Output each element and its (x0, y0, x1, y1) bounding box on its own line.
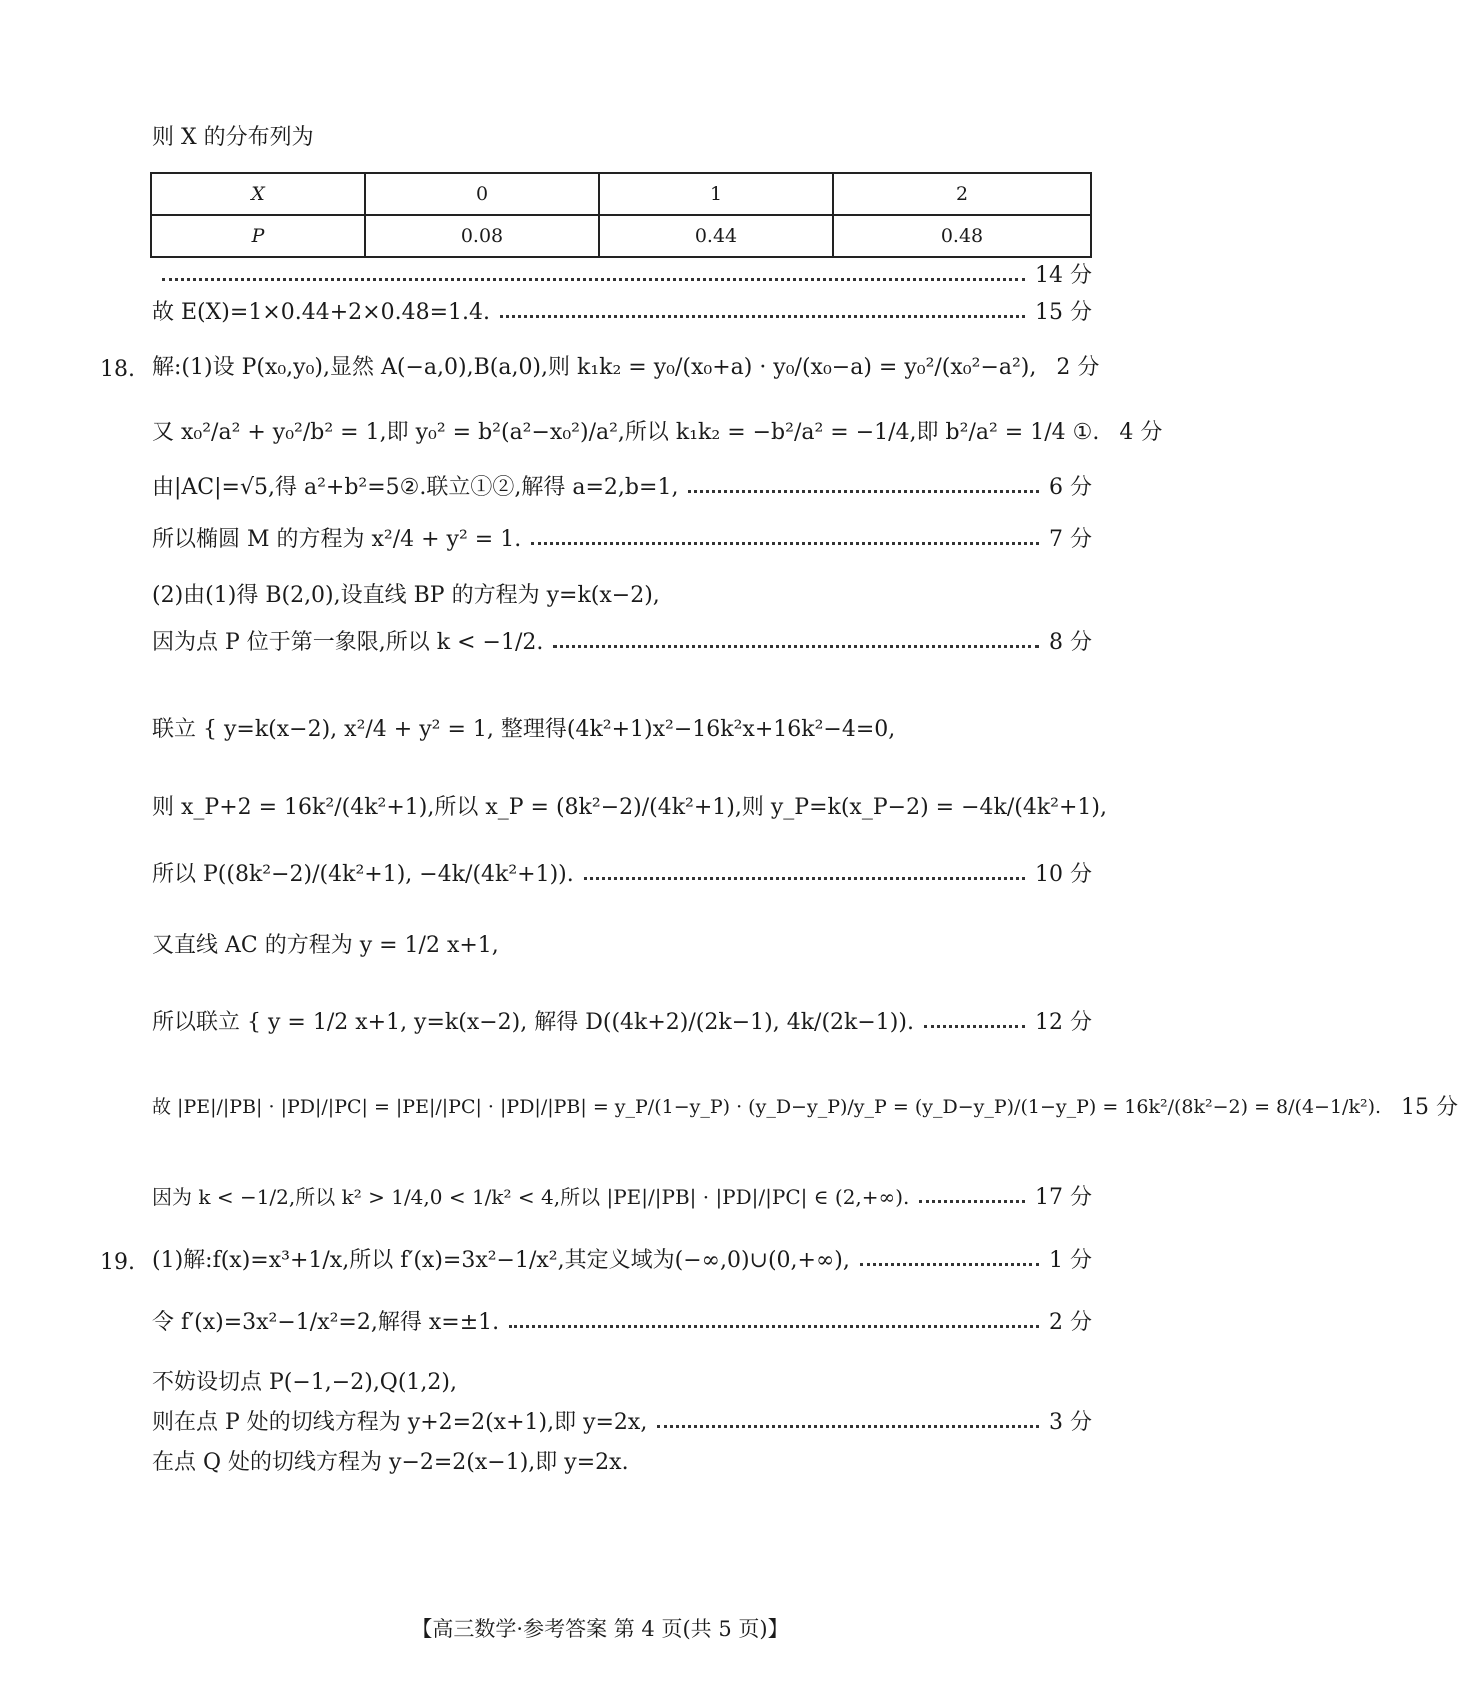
line-text: 所以 P((8k²−2)/(4k²+1), −4k/(4k²+1)). (152, 862, 574, 887)
line-text: 则在点 P 处的切线方程为 y+2=2(x+1),即 y=2x, (152, 1410, 648, 1435)
leader-dots (162, 278, 1025, 281)
solution-line (152, 625, 1092, 656)
solution-line (152, 1305, 1092, 1336)
line-text: 由|AC|=√5,得 a²+b²=5②.联立①②,解得 a=2,b=1, (152, 475, 679, 500)
distribution-table (150, 172, 1092, 258)
solution-line (152, 712, 1092, 743)
solution-line (152, 1365, 1092, 1396)
score: 6 分 (1049, 475, 1092, 500)
table-cell: 0.48 (833, 215, 1091, 257)
solution-line (152, 1405, 1092, 1436)
score: 10 分 (1035, 862, 1092, 887)
solution-line (152, 350, 1100, 381)
line-text: 因为 k < −1/2,所以 k² > 1/4,0 < 1/k² < 4,所以 |PE|/|PB| · |PD|/|PC| ∈ (2,+∞). (152, 1185, 910, 1209)
intro-text: 则 X 的分布列为 (152, 125, 314, 150)
leader-dots (584, 877, 1025, 880)
line-text: 所以椭圆 M 的方程为 x²/4 + y² = 1. (152, 527, 522, 552)
line-text: (1)解:f(x)=x³+1/x,所以 f′(x)=3x²−1/x²,其定义域为(−∞,0)∪(0,+∞), (152, 1248, 850, 1273)
score: 1 分 (1049, 1248, 1092, 1273)
leader-dots (924, 1025, 1025, 1028)
score: 12 分 (1035, 1010, 1092, 1035)
solution-line (152, 1090, 1458, 1121)
question-number: 18. (100, 357, 135, 382)
solution-line (152, 790, 1107, 821)
table-cell: 1 (599, 173, 833, 215)
score: 7 分 (1049, 527, 1092, 552)
line-text: 在点 Q 处的切线方程为 y−2=2(x−1),即 y=2x. (152, 1450, 629, 1475)
score: 15 分 (1401, 1095, 1458, 1120)
solution-line (152, 928, 1092, 959)
line-text: 则 x_P+2 = 16k²/(4k²+1),所以 x_P = (8k²−2)/(4k²+1),则 y_P=k(x_P−2) = −4k/(4k²+1), (152, 795, 1107, 820)
leader-dots (688, 490, 1039, 493)
leader-dots (919, 1200, 1025, 1203)
line-text: 联立 { y=k(x−2), x²/4 + y² = 1, 整理得(4k²+1)x²−16k²x+16k²−4=0, (152, 717, 896, 742)
solution-line (152, 295, 1092, 326)
page-footer: 【高三数学·参考答案 第 4 页(共 5 页)】 (411, 1617, 789, 1641)
leader-dots (657, 1425, 1039, 1428)
leader-dots (553, 645, 1039, 648)
score: 2 分 (1049, 1310, 1092, 1335)
leader-dots (509, 1325, 1039, 1328)
line-text: 又直线 AC 的方程为 y = 1/2 x+1, (152, 933, 499, 958)
solution-line (152, 470, 1092, 501)
line-text: 因为点 P 位于第一象限,所以 k < −1/2. (152, 630, 544, 655)
leader-dots (531, 542, 1039, 545)
line-text: 令 f′(x)=3x²−1/x²=2,解得 x=±1. (152, 1310, 500, 1335)
table-cell: 2 (833, 173, 1091, 215)
distribution-intro (152, 120, 1092, 151)
solution-line (152, 1445, 1092, 1476)
score: 8 分 (1049, 630, 1092, 655)
solution-line (152, 1005, 1092, 1036)
line-text: 故 E(X)=1×0.44+2×0.48=1.4. (152, 300, 490, 325)
score: 2 分 (1056, 355, 1100, 380)
score: 14 分 (1035, 263, 1092, 288)
line-text: 故 |PE|/|PB| · |PD|/|PC| = |PE|/|PC| · |PD|/|PB| = y_P/(1−y_P) · (y_D−y_P)/y_P = (y_D−y_P)/(1−y_P) = 16k²/(8k²−2) = 8/(4−1/k²). (152, 1096, 1382, 1118)
score: 4 分 (1119, 420, 1163, 445)
line-text: 又 x₀²/a² + y₀²/b² = 1,即 y₀² = b²(a²−x₀²)/a²,所以 k₁k₂ = −b²/a² = −1/4,即 b²/a² = 1/4 ①. (152, 420, 1100, 445)
score: 3 分 (1049, 1410, 1092, 1435)
table-row (151, 215, 1091, 257)
line-text: (2)由(1)得 B(2,0),设直线 BP 的方程为 y=k(x−2), (152, 583, 660, 608)
solution-line (152, 1243, 1092, 1274)
question-number: 19. (100, 1250, 135, 1275)
solution-line (152, 857, 1092, 888)
solution-line (152, 258, 1092, 289)
line-text: 所以联立 { y = 1/2 x+1, y=k(x−2), 解得 D((4k+2)/(2k−1), 4k/(2k−1)). (152, 1010, 914, 1035)
table-cell: X (151, 173, 365, 215)
solution-line (152, 415, 1163, 446)
score: 15 分 (1035, 300, 1092, 325)
table-cell: P (151, 215, 365, 257)
leader-dots (860, 1263, 1039, 1266)
line-text: 不妨设切点 P(−1,−2),Q(1,2), (152, 1370, 457, 1395)
solution-line (152, 578, 1092, 609)
table-row (151, 173, 1091, 215)
solution-line (152, 522, 1092, 553)
table-cell: 0 (365, 173, 599, 215)
score: 17 分 (1035, 1185, 1092, 1210)
line-text: 解:(1)设 P(x₀,y₀),显然 A(−a,0),B(a,0),则 k₁k₂ = y₀/(x₀+a) · y₀/(x₀−a) = y₀²/(x₀²−a²), (152, 355, 1037, 380)
table-cell: 0.44 (599, 215, 833, 257)
leader-dots (500, 315, 1025, 318)
solution-line (152, 1180, 1092, 1211)
table-cell: 0.08 (365, 215, 599, 257)
